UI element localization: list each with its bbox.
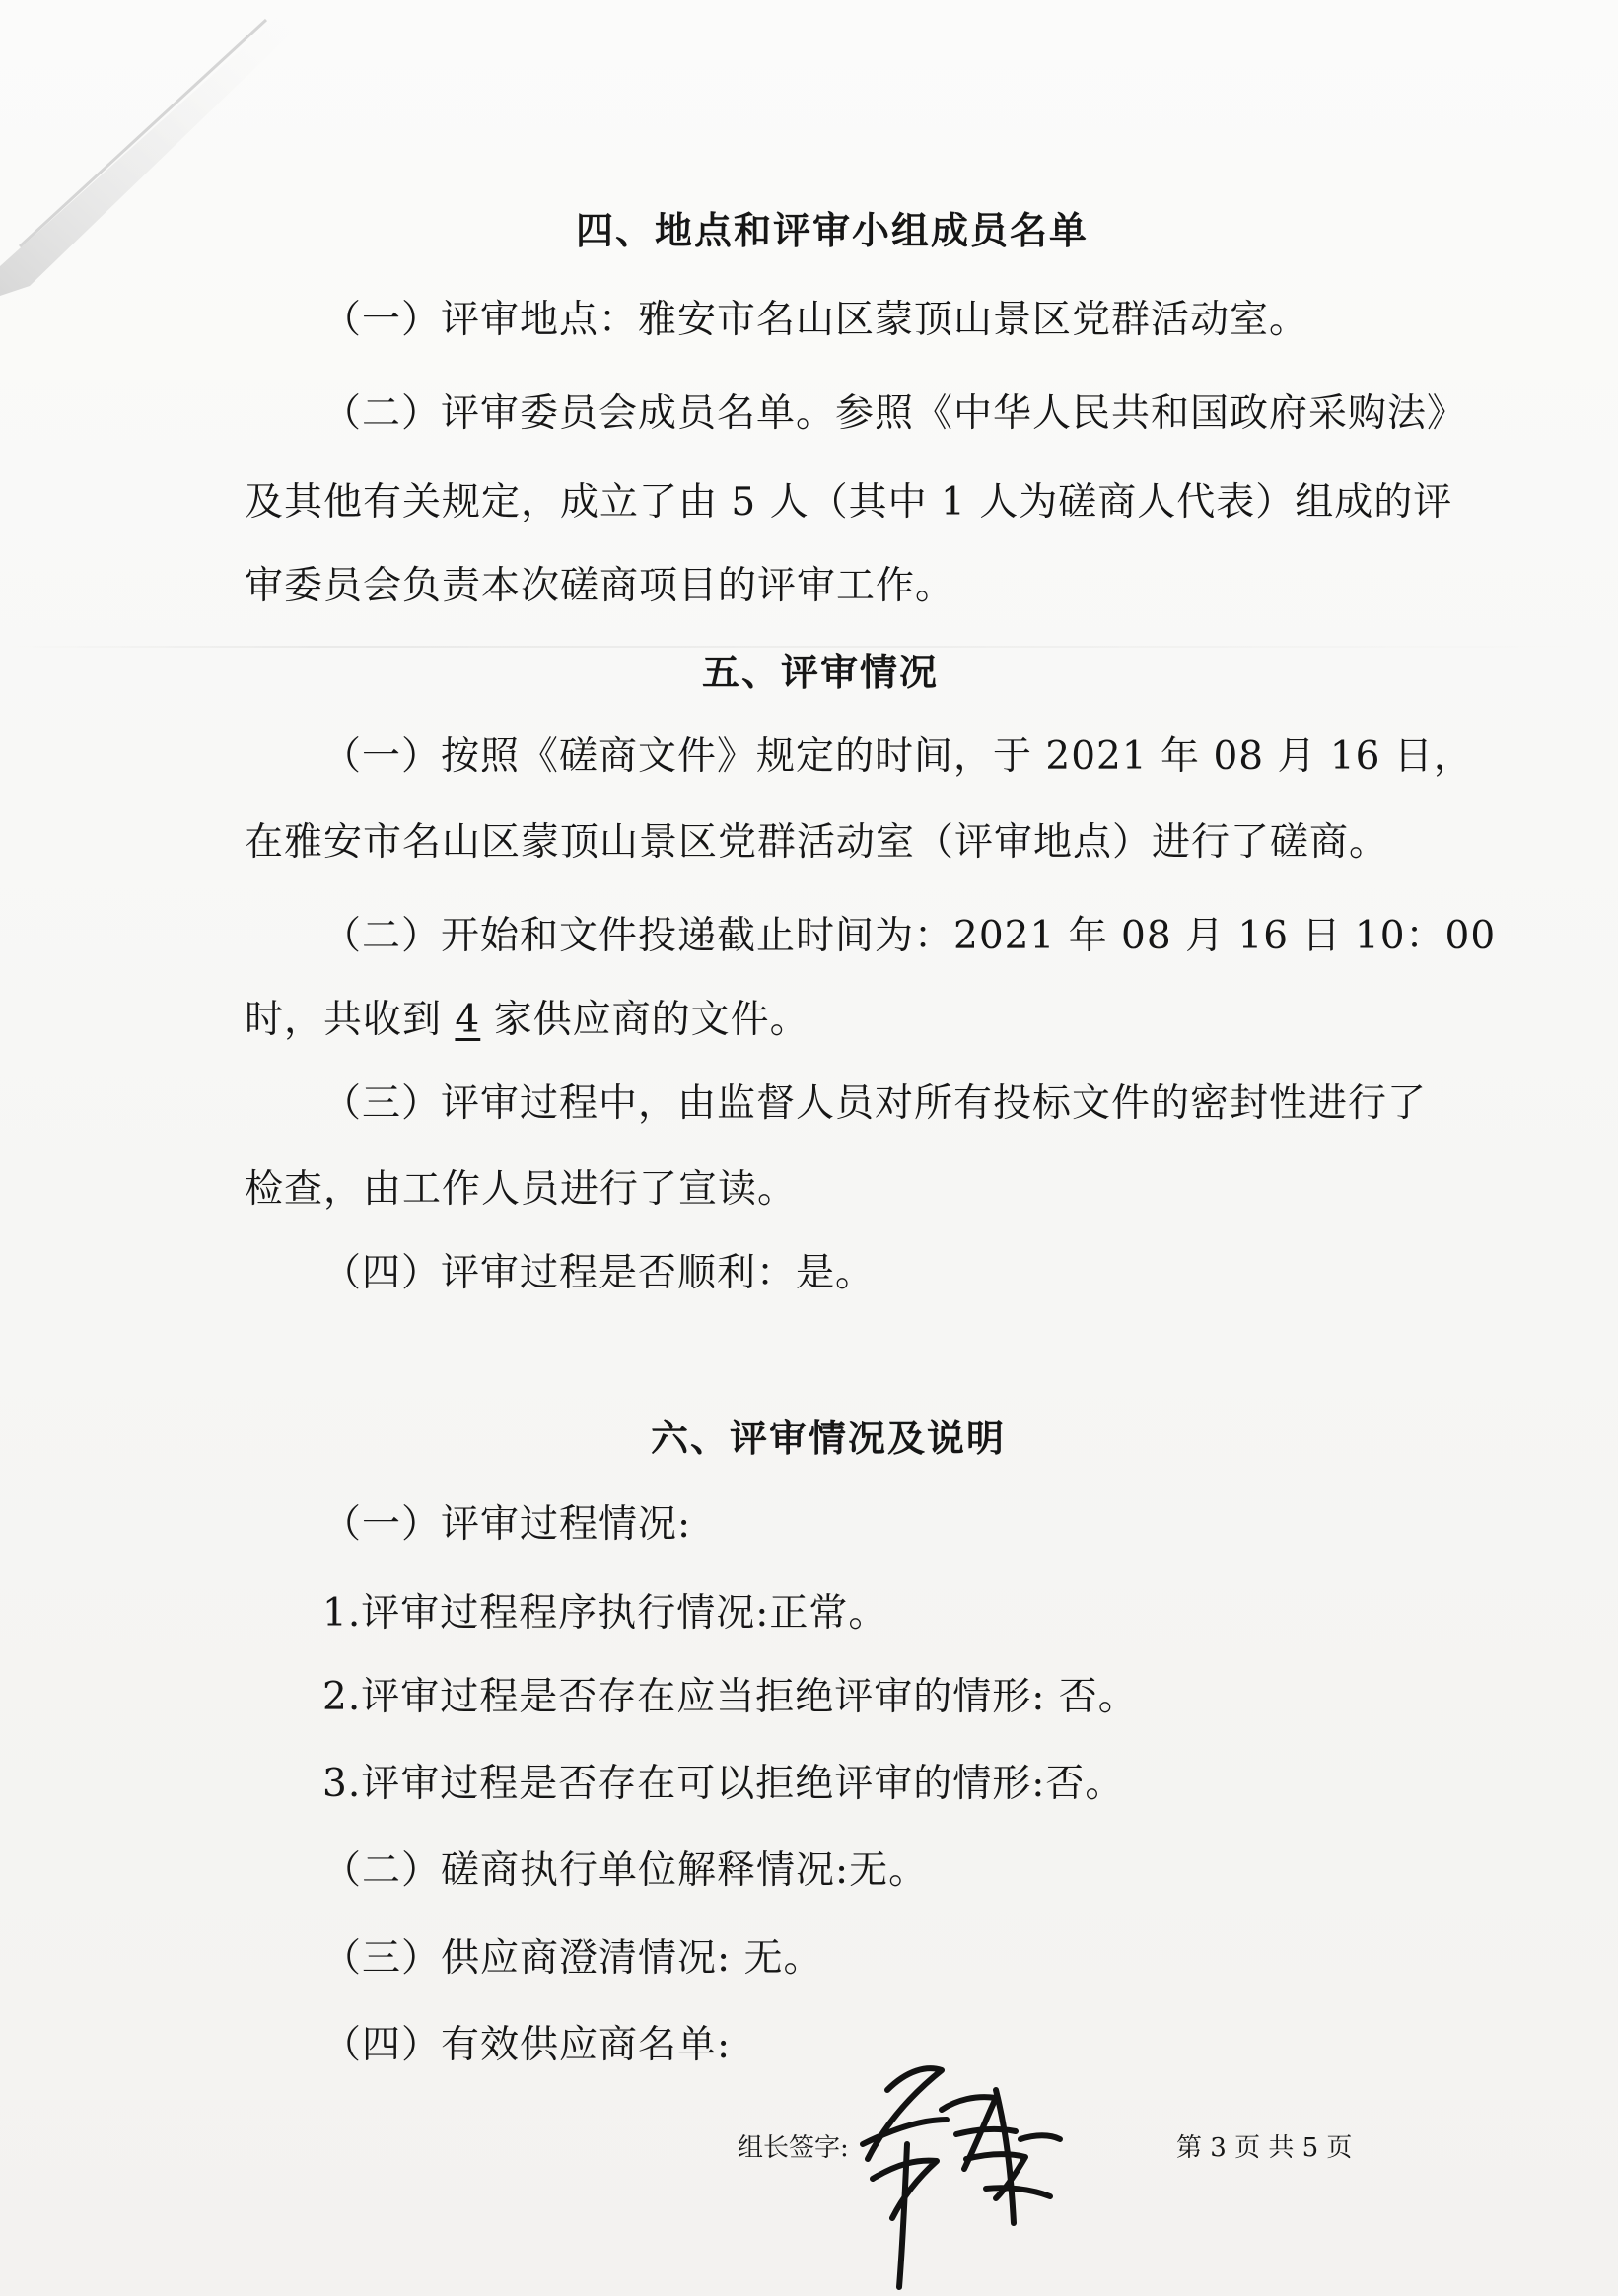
section-4-item-2-line-2: 及其他有关规定，成立了由 5 人（其中 1 人为磋商人代表）组成的评 xyxy=(245,480,1453,524)
paper-fold-line xyxy=(0,646,1618,648)
handwritten-signature xyxy=(848,2051,1075,2296)
section-6-sub-3: （三）供应商澄清情况: 无。 xyxy=(322,1936,823,1981)
section-6-sub-1: （一）评审过程情况: xyxy=(322,1502,692,1547)
section-6-point-1: 1.评审过程程序执行情况:正常。 xyxy=(322,1591,888,1635)
page-number: 第 3 页 共 5 页 xyxy=(1176,2133,1353,2163)
section-4-item-1: （一）评审地点：雅安市名山区蒙顶山景区党群活动室。 xyxy=(322,298,1309,342)
section-5-item-2-line-1: （二）开始和文件投递截止时间为：2021 年 08 月 16 日 10：00 xyxy=(322,914,1497,958)
section-5-item-1-line-1: （一）按照《磋商文件》规定的时间，于 2021 年 08 月 16 日， xyxy=(322,734,1473,779)
supplier-count-prefix: 时，共收到 xyxy=(245,998,443,1042)
section-6-sub-4: （四）有效供应商名单: xyxy=(322,2023,732,2067)
signature-label: 组长签字: xyxy=(738,2133,849,2163)
folded-corner-shadow xyxy=(0,0,414,296)
section-6-point-2: 2.评审过程是否存在应当拒绝评审的情形: 否。 xyxy=(322,1675,1138,1719)
supplier-count-suffix: 家供应商的文件。 xyxy=(493,998,809,1042)
section-4-item-2-line-1: （二）评审委员会成员名单。参照《中华人民共和国政府采购法》 xyxy=(322,391,1467,436)
section-6-heading: 六、评审情况及说明 xyxy=(651,1416,1007,1460)
section-5-item-1-line-2: 在雅安市名山区蒙顶山景区党群活动室（评审地点）进行了磋商。 xyxy=(245,820,1389,865)
section-5-heading: 五、评审情况 xyxy=(702,650,940,694)
section-4-heading: 四、地点和评审小组成员名单 xyxy=(576,208,1090,252)
section-6-point-3: 3.评审过程是否存在可以拒绝评审的情形:否。 xyxy=(322,1762,1125,1806)
section-5-item-3-line-2: 检查，由工作人员进行了宣读。 xyxy=(245,1167,798,1212)
section-5-item-3-line-1: （三）评审过程中，由监督人员对所有投标文件的密封性进行了 xyxy=(322,1081,1428,1126)
section-4-item-2-line-3: 审委员会负责本次磋商项目的评审工作。 xyxy=(245,564,955,608)
section-6-sub-2: （二）磋商执行单位解释情况:无。 xyxy=(322,1848,929,1893)
section-5-item-2-line-2 xyxy=(245,998,809,1042)
section-5-item-4: （四）评审过程是否顺利：是。 xyxy=(322,1251,876,1295)
supplier-count: 4 xyxy=(455,998,481,1042)
